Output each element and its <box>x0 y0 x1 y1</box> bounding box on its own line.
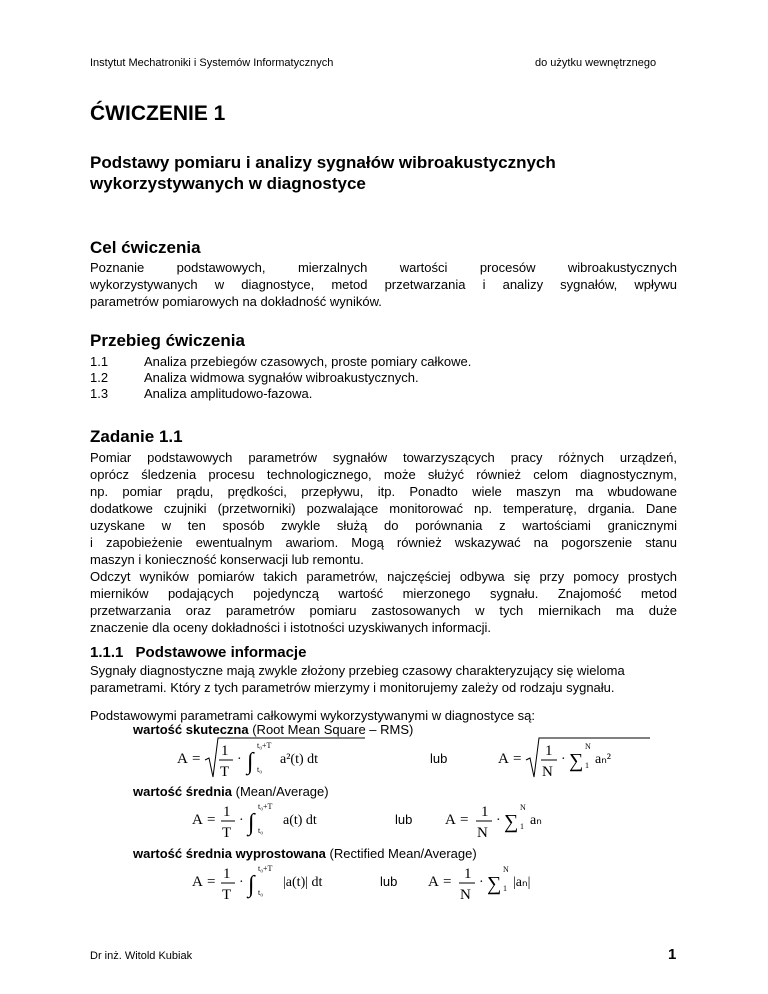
subtitle <box>90 152 556 194</box>
goal-paragraph <box>90 259 677 310</box>
rms-sum-den: N <box>542 764 553 780</box>
info-paragraph <box>90 662 677 696</box>
mean-int-den: T <box>222 825 232 841</box>
task-line: znaczenie dla oceny dokładności i istotności uzyskiwanych informacji. <box>90 620 492 635</box>
goal-line: parametrów pomiarowych na dokładność wyników. <box>90 294 382 309</box>
info-line: Sygnały diagnostyczne mają zwykle złożony przebieg czasowy charakteryzujący się wieloma <box>90 663 625 678</box>
rms-or: lub <box>430 751 448 766</box>
mean-sum-upper: N <box>520 803 526 812</box>
info-line: parametrami. Który z tych parametrów mierzymy i monitorujemy zależy od rodzaju sygnału. <box>90 680 615 695</box>
rect-sum-den: N <box>460 887 471 903</box>
mean-formula <box>190 798 710 842</box>
task-line: oprócz śledzenia procesu technologicznego, może służyć również celom diagnostycznym, <box>90 467 677 482</box>
task-line: maszyn i konieczność konserwacji lub remontu. <box>90 552 364 567</box>
rect-sum-equals: = <box>443 874 452 890</box>
mean-int-integral: ∫ <box>248 810 255 836</box>
rect-int-dot: · <box>239 875 244 890</box>
header-institute: Instytut Mechatroniki i Systemów Informatycznych <box>90 57 334 69</box>
rms-int-num: 1 <box>221 743 229 759</box>
rms-int-dot: · <box>237 752 242 767</box>
list-item <box>90 354 471 370</box>
task-line: i zapobieżenie ewentualnym awariom. Mogą również wskazywać na pogorszenie stanu <box>90 535 677 550</box>
rms-sum-lower: 1 <box>585 761 589 770</box>
rect-sum-upper: N <box>503 865 509 874</box>
mean-sum-num: 1 <box>481 804 489 820</box>
mean-sum-equals: = <box>460 812 469 828</box>
rms-int-equals: = <box>192 751 201 767</box>
rms-sum-upper: N <box>585 742 591 751</box>
section-heading-course: Przebieg ćwiczenia <box>90 331 245 350</box>
goal-line: wykorzystywanych w diagnostyce, metod przetwarzania i analizy sygnałów, wpływu <box>90 277 677 292</box>
rect-label-bold: wartość średnia wyprostowana <box>133 846 326 861</box>
params-intro-line: Podstawowymi parametrami całkowymi wykorzystywanymi w diagnostyce są: <box>90 708 536 723</box>
task-line: dodatkowe czujniki (przetworniki) pozwalające monitorować np. temperaturę, drgania. Dane <box>90 501 677 516</box>
mean-sum-sigma: ∑ <box>504 811 519 833</box>
task-line: Odczyt wyników pomiarów takich parametrów, najczęściej odbywa się przy pomocy prostych <box>90 569 677 584</box>
rect-int-upper: t₀+T <box>258 864 273 873</box>
task-line: uzyskane w ten sposób zwykle służą do porównania z wartościami granicznymi <box>90 518 677 533</box>
rect-int-den: T <box>222 887 232 903</box>
footer-author: Dr inż. Witold Kubiak <box>90 950 193 962</box>
rectified-formula <box>190 860 710 904</box>
rms-int-A: A <box>177 751 188 767</box>
task-line: Pomiar podstawowych parametrów sygnałów towarzyszących pracy różnych urządzeń, <box>90 450 677 465</box>
task-paragraph <box>90 449 677 636</box>
rms-label-bold: wartość skuteczna <box>133 722 249 737</box>
rect-int-num: 1 <box>223 866 231 882</box>
section-heading-goal: Cel ćwiczenia <box>90 238 201 257</box>
mean-int-num: 1 <box>223 804 231 820</box>
list-item <box>90 370 471 386</box>
rms-int-den: T <box>220 764 230 780</box>
page-title: ĆWICZENIE 1 <box>90 102 226 125</box>
rect-sum-A: A <box>428 874 439 890</box>
subsection-title: Podstawowe informacje <box>135 644 307 661</box>
rms-formula <box>175 735 715 785</box>
rect-int-integrand: |a(t)| dt <box>283 875 323 890</box>
rms-int-integral: ∫ <box>247 749 254 775</box>
mean-int-lower: t₀ <box>258 826 264 835</box>
mean-label-bold: wartość średnia <box>133 784 232 799</box>
rect-int-lower: t₀ <box>258 888 264 897</box>
rect-label <box>133 846 477 861</box>
list-item-text: Analiza przebiegów czasowych, proste pomiary całkowe. <box>144 354 472 369</box>
rect-sum-term: |aₙ| <box>513 875 531 890</box>
rms-sum-dot: · <box>561 752 566 767</box>
rms-int-lower: t₀ <box>257 765 263 774</box>
rms-int-upper: t₀+T <box>257 741 272 750</box>
rms-sum-equals: = <box>513 751 522 767</box>
mean-or: lub <box>395 812 413 827</box>
subsection-heading <box>90 644 306 661</box>
mean-int-dot: · <box>239 813 244 828</box>
list-item <box>90 386 471 402</box>
subtitle-line-2: wykorzystywanych w diagnostyce <box>90 174 366 193</box>
list-item-number: 1.3 <box>90 386 109 401</box>
rect-sum-lower: 1 <box>503 884 507 893</box>
task-line: mierników podających pojedynczą wartość mierzonego sygnału. Znajomość metod <box>90 586 677 601</box>
task-line: przetwarzania oraz parametrów pomiaru zastosowanych w tych miernikach ma duże <box>90 603 677 618</box>
list-item-number: 1.1 <box>90 354 109 369</box>
mean-sum-A: A <box>445 812 456 828</box>
rect-int-equals: = <box>207 874 216 890</box>
rect-sum-dot: · <box>479 875 484 890</box>
rect-int-integral: ∫ <box>248 872 255 898</box>
rms-int-integrand: a²(t) dt <box>280 752 319 767</box>
rms-sum-A: A <box>498 751 509 767</box>
mean-int-integrand: a(t) dt <box>283 813 317 828</box>
task-line: np. pomiar prądu, prędkości, przepływu, itp. Ponadto wiele maszyn ma wbudowane <box>90 484 677 499</box>
mean-int-equals: = <box>207 812 216 828</box>
goal-line: Poznanie podstawowych, mierzalnych wartości procesów wibroakustycznych <box>90 260 677 275</box>
subtitle-line-1: Podstawy pomiaru i analizy sygnałów wibroakustycznych <box>90 153 556 172</box>
rms-sum-term: aₙ² <box>595 752 611 767</box>
mean-label-rest: (Mean/Average) <box>232 784 329 799</box>
list-item-text: Analiza widmowa sygnałów wibroakustycznych. <box>144 370 419 385</box>
rect-int-A: A <box>192 874 203 890</box>
mean-sum-lower: 1 <box>520 822 524 831</box>
mean-sum-term: aₙ <box>530 813 542 828</box>
list-item-number: 1.2 <box>90 370 109 385</box>
page-number: 1 <box>668 946 677 963</box>
rect-sum-num: 1 <box>464 866 472 882</box>
mean-sum-dot: · <box>496 813 501 828</box>
course-list <box>90 354 471 402</box>
list-item-text: Analiza amplitudowo-fazowa. <box>144 386 313 401</box>
rect-sum-sigma: ∑ <box>487 873 502 895</box>
rect-label-rest: (Rectified Mean/Average) <box>325 846 477 861</box>
section-heading-task: Zadanie 1.1 <box>90 427 183 446</box>
rect-or: lub <box>380 874 398 889</box>
header-internal-use: do użytku wewnętrznego <box>535 57 657 69</box>
rms-sum-sigma: ∑ <box>569 750 584 772</box>
rms-sum-num: 1 <box>545 743 553 759</box>
mean-label <box>133 784 329 799</box>
mean-sum-den: N <box>477 825 488 841</box>
rms-label-rest: (Root Mean Square – RMS) <box>248 722 414 737</box>
mean-int-upper: t₀+T <box>258 802 273 811</box>
subsection-number: 1.1.1 <box>90 644 124 661</box>
mean-int-A: A <box>192 812 203 828</box>
